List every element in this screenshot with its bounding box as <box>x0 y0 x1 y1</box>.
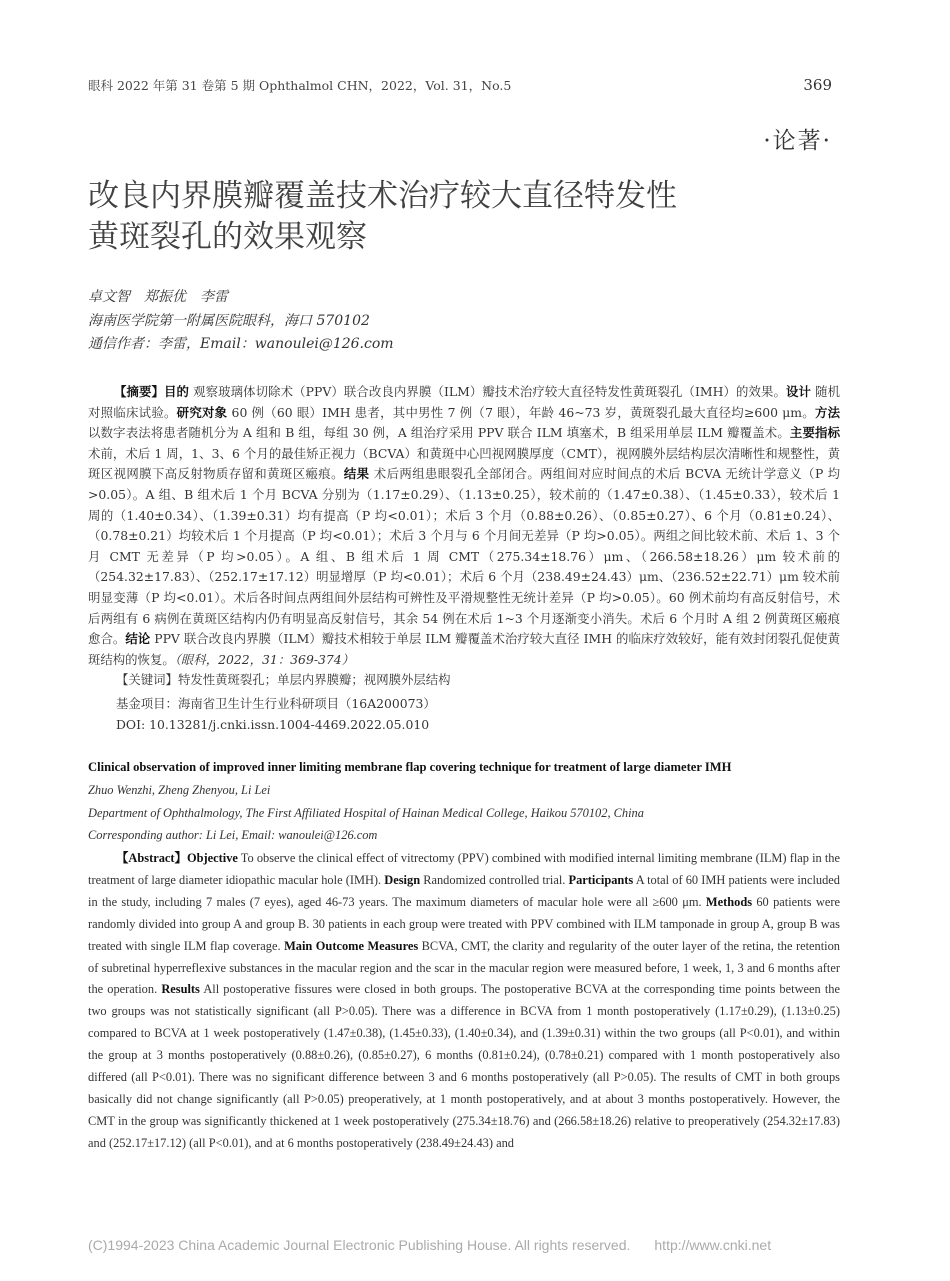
en-participants-label: Participants <box>568 872 634 887</box>
en-outcome-label: Main Outcome Measures <box>284 938 419 953</box>
author-block <box>88 286 394 357</box>
english-abstract <box>88 848 840 1155</box>
en-methods-text: 60 patients were randomly divided into group A and group B. 30 patients in each group were treated with PPV combined with ILM tamponade in group A, group B was treated with single ILM flap coverage. <box>88 894 840 953</box>
section-label: ·论著· <box>763 128 832 154</box>
en-results-text: All postoperative fissures were closed in both groups. The postoperative BCVA at the corresponding time points between the two groups was not statistically significant (all P>0.05). There was a difference in BCVA from 1 month postoperatively (1.17±0.29), (1.13±0.25) compared to BCVA at 1 week postoperatively (1.47±0.38), (1.45±0.33), (1.40±0.34), and (1.39±0.31) within the two groups (all P<0.01), and within the group at 3 months postoperatively (0.88±0.26), (0.85±0.27), 6 months (0.81±0.24), (0.78±0.21) compared with 1 month postoperatively also differed (all P<0.01). There was no significant difference between 3 and 6 months postoperatively (all P>0.05). The results of CMT in both groups basically did not change significantly (all P>0.05) preoperatively, at 1 month postoperatively, and at about 3 months postoperatively. However, the CMT in the group was significantly thickened at 1 week postoperatively (275.34±18.76) and (266.58±18.26) relative to preoperatively (254.32±17.83) and (252.17±17.12) (all P<0.01), and at 6 months postoperatively (238.49±24.43) and <box>88 982 840 1150</box>
zh-abstract-paragraph <box>88 382 840 670</box>
funding-label: 基金项目： <box>116 696 178 711</box>
english-title: Clinical observation of improved inner limiting membrane flap covering technique for treatment of large diameter IMH <box>88 760 732 774</box>
running-head: 眼科 2022 年第 31 卷第 5 期 Ophthalmol CHN，2022，Vol. 31，No.5 <box>88 78 512 93</box>
funding-line <box>116 694 436 712</box>
participants-label: 研究对象 <box>176 404 228 420</box>
methods-text: 以数字表法将患者随机分为 A 组和 B 组，每组 30 例，A 组治疗采用 PPV 联合 ILM 填塞术，B 组采用单层 ILM 瓣覆盖术。 <box>88 425 790 441</box>
keywords-label: 【关键词】 <box>116 672 178 687</box>
english-corresponding-author: Corresponding author: Li Lei, Email: wanoulei@126.com <box>88 828 378 842</box>
en-participants-text: A total of 60 IMH patients were included in the study, including 7 males (7 eyes), aged 46-73 years. The maximum diameters of macular hole were all ≥600 μm. <box>88 872 840 909</box>
abstract-label: 【摘要】 <box>114 384 165 399</box>
title-line-2: 黄斑裂孔的效果观察 <box>88 219 367 255</box>
footer-link[interactable]: http://www.cnki.net <box>654 1237 772 1253</box>
english-affiliation: Department of Ophthalmology, The First Affiliated Hospital of Hainan Medical College, Haikou 570102, China <box>88 806 644 820</box>
objective-text: 观察玻璃体切除术（PPV）联合改良内界膜（ILM）瓣技术治疗较大直径特发性黄斑裂孔（IMH）的效果。 <box>189 384 787 399</box>
doi-line: DOI: 10.13281/j.cnki.issn.1004-4469.2022.05.010 <box>116 717 430 732</box>
en-outcome-text: BCVA, CMT, the clarity and regularity of the outer layer of the retina, the retention of subretinal hyperreflexive substances in the macular region and the scar in the macular region were measured before, 1 week, 1, 3 and 6 months after the operation. <box>88 938 840 997</box>
results-text: 术后两组患眼裂孔全部闭合。两组间对应时间点的术后 BCVA 无统计学意义（P 均>0.05）。A 组、B 组术后 1 个月 BCVA 分别为（1.17±0.29）、（1.13±0.25），较术前的（1.47±0.38）、（1.45±0.33），较术后 1 周的（1.40±0.34）、（1.39±0.31）均有提高（P 均<0.01）；术后 3 个月（0.88±0.26）、（0.85±0.27）、6 个月（0.81±0.24）、（0.78±0.21）均较术后 1 个月提高（P 均<0.01）；术后 3 个月与 6 个月间无差异（P 均>0.05）。两组之间比较术前、术后 1、3 个月 CMT 无差异（P 均>0.05）。A 组、B 组术后 1 周 CMT（275.34±18.76）μm、（266.58±18.26）μm 较术前的（254.32±17.83）、（252.17±17.12）明显增厚（P 均<0.01）；术后 6 个月（238.49±24.43）μm、（236.52±22.71）μm 较术前明显变薄（P 均<0.01）。术后各时间点两组间外层结构可辨性及平滑规整性无统计差异（P 均>0.05）。60 例术前均有高反射信号，术后两组有 6 病例在黄斑区结构内仍有明显高反射信号，其余 54 例在术后 1~3 个月逐渐变小消失。术后 6 个月时 A 组 2 例黄斑区瘢痕愈合。 <box>88 466 841 647</box>
english-authors: Zhuo Wenzhi, Zheng Zhenyou, Li Lei <box>88 783 271 797</box>
design-label: 设计 <box>786 384 812 399</box>
keywords-line <box>116 670 451 688</box>
keywords-text: 特发性黄斑裂孔；单层内界膜瓣；视网膜外层结构 <box>177 672 451 687</box>
author-names: 卓文智 郑振优 李雷 <box>88 289 228 305</box>
corresponding-author: 通信作者：李雷，Email：wanoulei@126.com <box>88 336 394 352</box>
en-methods-label: Methods <box>705 894 753 909</box>
en-design-text: Randomized controlled trial. <box>420 872 569 887</box>
title-line-1: 改良内界膜瓣覆盖技术治疗较大直径特发性 <box>88 178 677 214</box>
en-objective-label: Objective <box>186 851 238 865</box>
en-abstract-label: 【Abstract】 <box>116 851 187 865</box>
chinese-abstract <box>88 382 840 670</box>
en-design-label: Design <box>384 872 421 887</box>
article-title <box>88 176 808 258</box>
conclusion-label: 结论 <box>125 631 151 647</box>
journal-citation: （眼科，2022，31：369-374） <box>174 651 355 667</box>
results-label: 结果 <box>343 466 370 482</box>
author-affiliation: 海南医学院第一附属医院眼科，海口 570102 <box>88 312 370 329</box>
outcome-text: 术前，术后 1 周，1、3、6 个月的最佳矫正视力（BCVA）和黄斑中心凹视网膜厚度（CMT），视网膜外层结构层次清晰性和规整性，黄斑区视网膜下高反射物质存留和黄斑区瘢痕。 <box>88 445 840 482</box>
methods-label: 方法 <box>814 404 841 420</box>
conclusion-text: PPV 联合改良内界膜（ILM）瓣技术相较于单层 ILM 瓣覆盖术治疗较大直径 IMH 的临床疗效较好，能有效封闭裂孔促使黄斑结构的恢复。 <box>88 631 841 667</box>
funding-text: 海南省卫生计生行业科研项目（16A200073） <box>177 696 436 711</box>
en-results-label: Results <box>161 982 200 997</box>
objective-label: 目的 <box>164 384 190 399</box>
participants-text: 60 例（60 眼）IMH 患者，其中男性 7 例（7 眼），年龄 46~73 岁，黄斑裂孔最大直径均≥600 μm。 <box>227 404 815 420</box>
outcome-label: 主要指标 <box>789 425 840 441</box>
design-text: 随机对照临床试验。 <box>88 384 840 420</box>
page-number: 369 <box>803 76 832 94</box>
en-abstract-paragraph <box>88 848 840 1155</box>
en-objective-text: To observe the clinical effect of vitrectomy (PPV) combined with modified internal limiting membrane (ILM) flap in the treatment of large diameter idiopathic macular hole (IMH). <box>88 851 840 887</box>
footer <box>88 1237 771 1253</box>
copyright-text: (C)1994-2023 China Academic Journal Electronic Publishing House. All rights reserved. <box>88 1237 631 1253</box>
